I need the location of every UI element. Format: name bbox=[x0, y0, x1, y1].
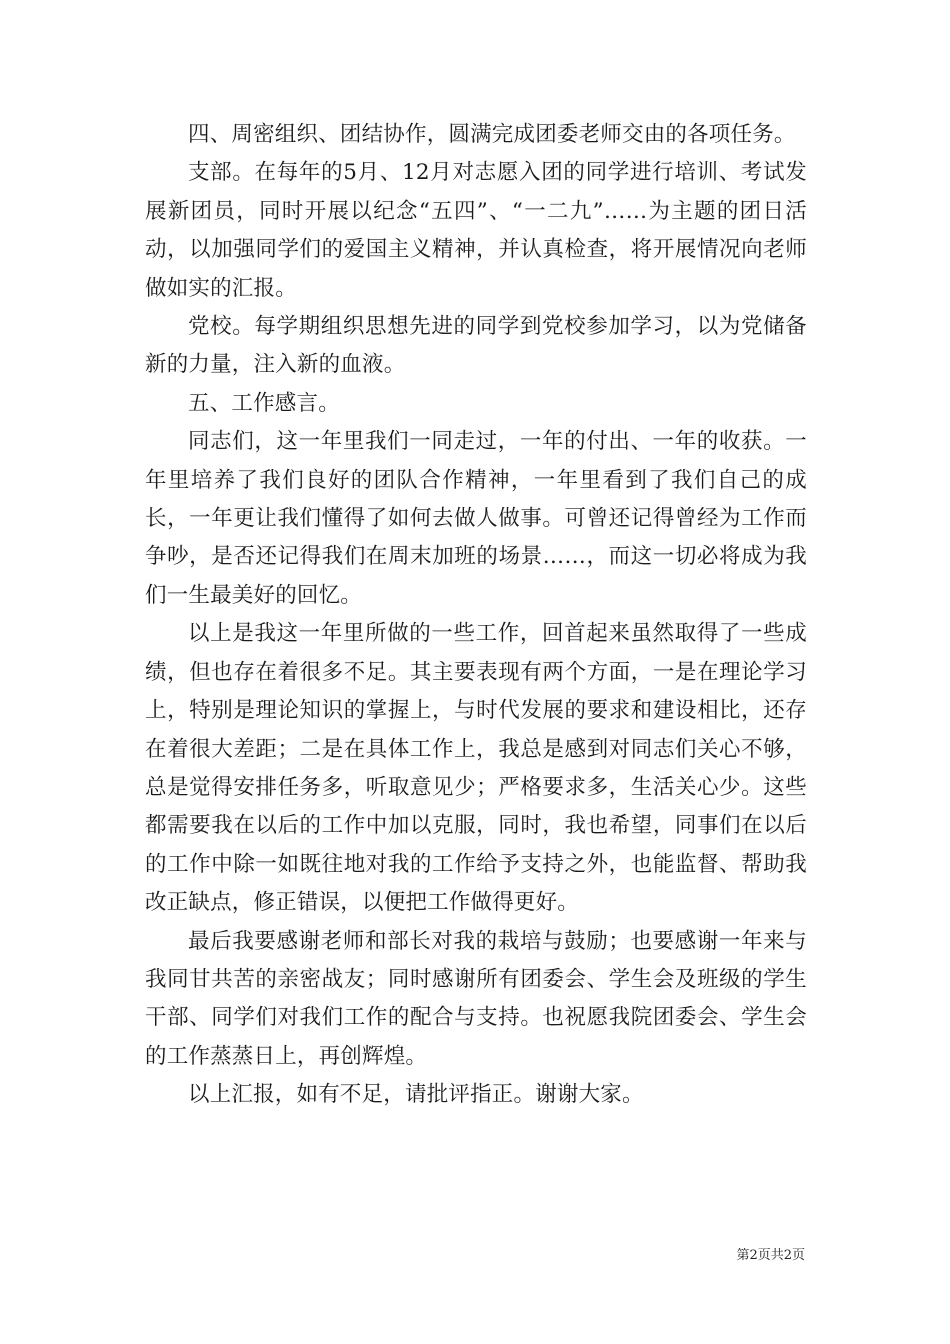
paragraph-comrades: 同志们，这一年里我们一同走过，一年的付出、一年的收获。一年里培养了我们良好的团队合作精神，一年里看到了我们自己的成长，一年更让我们懂得了如何去做人做事。可曾还记得曾经为工作而争吵，是否还记得我们在周末加班的场景……，而这一切必将成为我们一生最美好的回忆。 bbox=[145, 429, 807, 608]
page-number-footer: 第2页共2页 bbox=[736, 1248, 805, 1263]
paragraph-section-five-heading: 五、工作感言。 bbox=[188, 390, 340, 416]
document-body bbox=[145, 116, 807, 1115]
paragraph-thanks: 最后我要感谢老师和部长对我的栽培与鼓励；也要感谢一年来与我同甘共苦的亲密战友；同时感谢所有团委会、学生会及班级的学生干部、同学们对我们工作的配合与支持。也祝愿我院团委会、学生会的工作蒸蒸日上，再创辉煌。 bbox=[145, 928, 807, 1069]
paragraph-shortcomings: 以上是我这一年里所做的一些工作，回首起来虽然取得了一些成绩，但也存在着很多不足。其主要表现有两个方面，一是在理论学习上，特别是理论知识的掌握上，与时代发展的要求和建设相比，还存在着很大差距；二是在具体工作上，我总是感到对同志们关心不够，总是觉得安排任务多，听取意见少；严格要求多，生活关心少。这些都需要我在以后的工作中加以克服，同时，我也希望，同事们在以后的工作中除一如既往地对我的工作给予支持之外，也能监督、帮助我改正缺点，修正错误，以便把工作做得更好。 bbox=[145, 621, 807, 916]
paragraph-branch: 支部。在每年的5月、12月对志愿入团的同学进行培训、考试发展新团员，同时开展以纪念“五四”、“一二九”……为主题的团日活动，以加强同学们的爱国主义精神，并认真检查，将开展情况向老师做如实的汇报。 bbox=[145, 160, 807, 301]
paragraph-section-four-heading: 四、周密组织、团结协作，圆满完成团委老师交由的各项任务。 bbox=[188, 122, 796, 147]
paragraph-closing: 以上汇报，如有不足，请批评指正。谢谢大家。 bbox=[188, 1082, 644, 1108]
paragraph-party-school: 党校。每学期组织思想先进的同学到党校参加学习，以为党储备新的力量，注入新的血液。 bbox=[145, 314, 807, 378]
